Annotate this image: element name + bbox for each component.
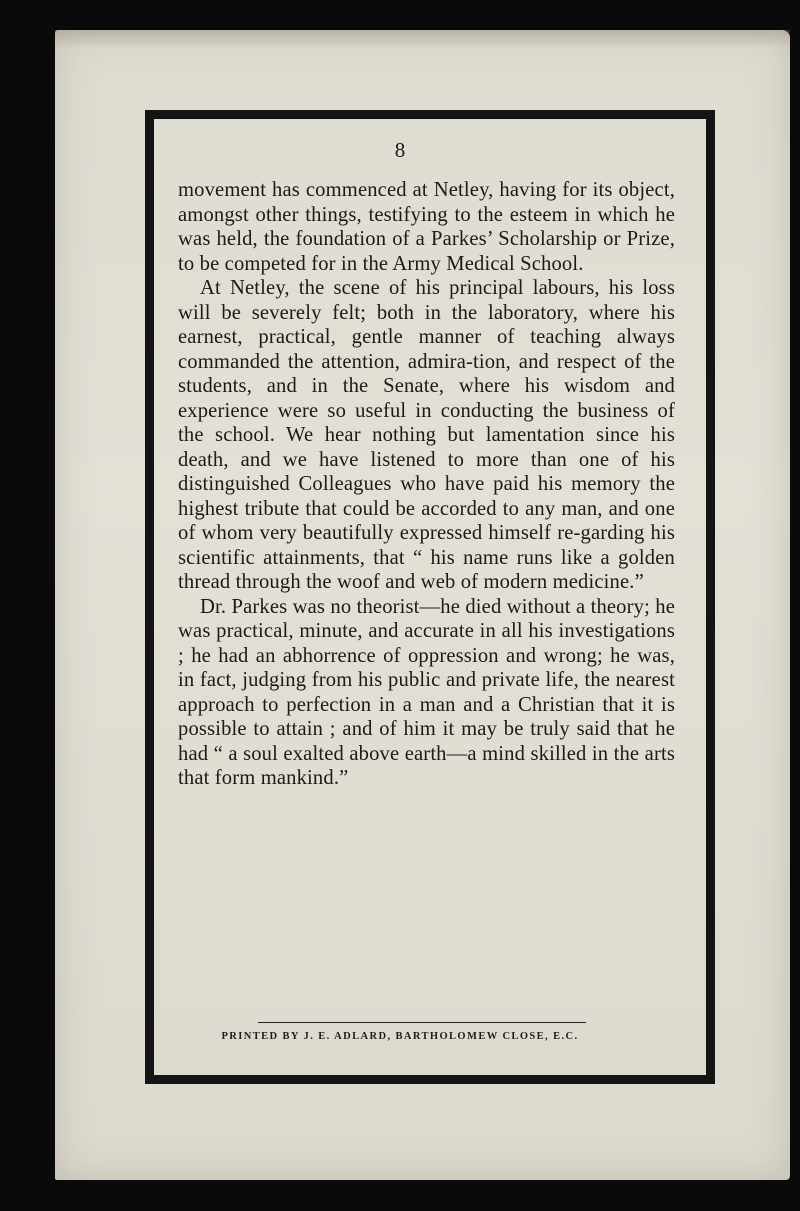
body-text bbox=[178, 178, 675, 791]
paragraph-2: At Netley, the scene of his principal labours, his loss will be severely felt; both in the laboratory, where his earnest, practical, gentle manner of teaching always commanded the attention, admira-tion, and respect of the students, and in the Senate, where his wisdom and experience were so useful in conducting the business of the school. We hear nothing but lamentation since his death, and we have listened to more than one of his distinguished Colleagues who have paid his memory the highest tribute that could be accorded to any man, and one of whom very beautifully expressed himself re-garding his scientific attainments, that “ his name runs like a golden thread through the woof and web of modern medicine.” bbox=[178, 277, 675, 593]
printer-imprint: PRINTED BY J. E. ADLARD, BARTHOLOMEW CLOSE, E.C. bbox=[221, 1031, 579, 1042]
printer-rule bbox=[258, 1022, 586, 1023]
paragraph-3: Dr. Parkes was no theorist—he died without a theory; he was practical, minute, and accurate in all his investigations ; he had an abhorrence of oppression and wrong; he was, in fact, judging from his public and private life, the nearest approach to perfection in a man and a Christian that it is possible to attain ; and of him it may be truly said that he had “ a soul exalted above earth—a mind skilled in the arts that form mankind.” bbox=[178, 595, 675, 789]
paragraph-1: movement has commenced at Netley, having for its object, amongst other things, testifying to the esteem in which he was held, the foundation of a Parkes’ Scholarship or Prize, to be competed for in the Army Medical School. bbox=[178, 179, 675, 275]
page-number: 8 bbox=[394, 138, 406, 162]
